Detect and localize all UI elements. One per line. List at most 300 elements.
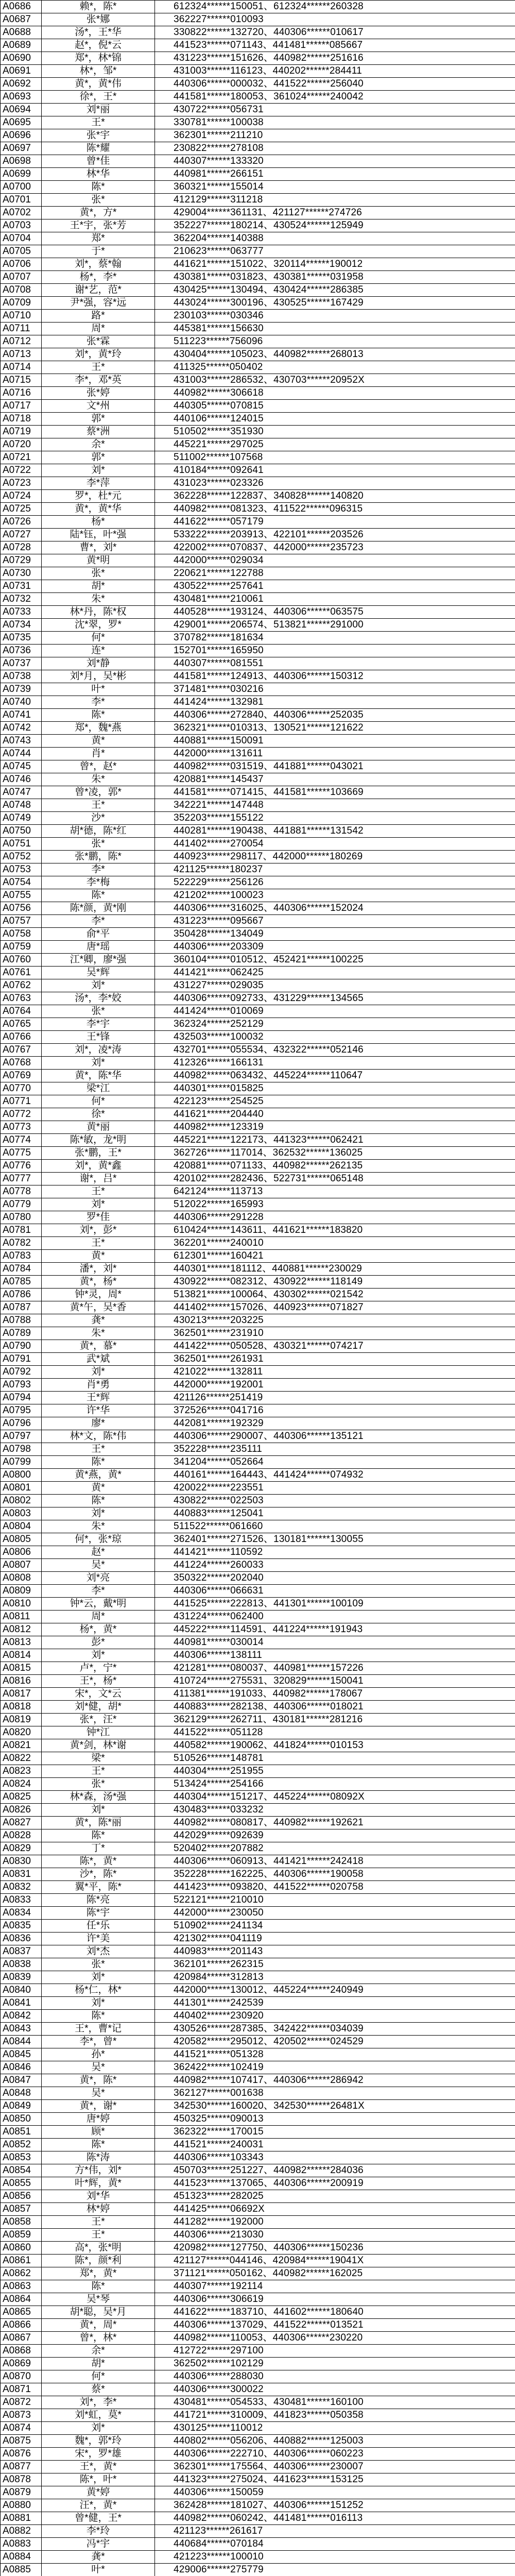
record-code-cell: A0885 — [1, 2564, 42, 2576]
table-row — [1, 799, 515, 812]
table-row — [1, 271, 515, 284]
table-row — [1, 2113, 515, 2126]
table-row — [1, 1817, 515, 1829]
table-row — [1, 2358, 515, 2370]
record-code-cell: A0780 — [1, 1211, 42, 1224]
applicant-name-cell: 曾*健，王* — [42, 2512, 155, 2525]
id-number-cell: 440306******000032、441522******256040 — [155, 78, 515, 91]
record-code-cell: A0822 — [1, 1752, 42, 1765]
id-number-cell: 421223******100010 — [155, 2551, 515, 2564]
id-number-cell: 420881******145437 — [155, 773, 515, 786]
table-row — [1, 1031, 515, 1044]
record-code-cell: A0781 — [1, 1224, 42, 1237]
applicant-name-cell: 郑*，黄* — [42, 2267, 155, 2280]
table-row — [1, 1353, 515, 1366]
id-number-cell: 362401******271526、130181******130055 — [155, 1533, 515, 1546]
id-number-cell: 440306******066631 — [155, 1585, 515, 1598]
record-code-cell: A0872 — [1, 2396, 42, 2409]
table-row — [1, 2396, 515, 2409]
applicant-name-cell: 刘* — [42, 979, 155, 992]
applicant-name-cell: 何* — [42, 2370, 155, 2383]
id-number-cell: 533222******203913、422101******203526 — [155, 529, 515, 541]
table-row — [1, 1701, 515, 1714]
record-code-cell: A0788 — [1, 1314, 42, 1327]
table-row — [1, 2332, 515, 2345]
record-code-cell: A0852 — [1, 2139, 42, 2151]
record-code-cell: A0797 — [1, 1430, 42, 1443]
id-number-cell: 510502******351930 — [155, 426, 515, 438]
record-code-cell: A0740 — [1, 696, 42, 709]
table-row — [1, 1134, 515, 1147]
table-row — [1, 1018, 515, 1031]
record-code-cell: A0826 — [1, 1804, 42, 1817]
table-row — [1, 503, 515, 516]
record-code-cell: A0840 — [1, 1984, 42, 1997]
applicant-name-cell: 郑*，魏*燕 — [42, 722, 155, 735]
applicant-name-cell: 黄*婷 — [42, 2486, 155, 2499]
table-row — [1, 2280, 515, 2293]
id-number-cell: 422002******070837、442000******235723 — [155, 541, 515, 554]
applicant-name-cell: 武*斌 — [42, 1353, 155, 1366]
applicant-name-cell: 朱* — [42, 593, 155, 606]
table-row — [1, 1804, 515, 1817]
table-row — [1, 735, 515, 748]
applicant-name-cell: 陈* — [42, 1495, 155, 1507]
id-number-cell: 440402******230920 — [155, 2010, 515, 2023]
id-number-cell: 230822******278108 — [155, 142, 515, 155]
table-row — [1, 374, 515, 387]
id-number-cell: 430213******203225 — [155, 1314, 515, 1327]
record-code-cell: A0867 — [1, 2332, 42, 2345]
table-row — [1, 2564, 515, 2576]
record-code-cell: A0735 — [1, 632, 42, 645]
id-number-cell: 522229******256126 — [155, 876, 515, 889]
record-code-cell: A0690 — [1, 52, 42, 65]
applicant-name-cell: 周* — [42, 323, 155, 335]
record-code-cell: A0719 — [1, 426, 42, 438]
applicant-name-cell: 陈* — [42, 2139, 155, 2151]
table-row — [1, 1469, 515, 1482]
applicant-name-cell: 林*文，陈*伟 — [42, 1430, 155, 1443]
id-number-cell: 371481******030216 — [155, 683, 515, 696]
table-row — [1, 1868, 515, 1881]
id-number-cell: 442000******029034 — [155, 554, 515, 567]
applicant-name-cell: 刘*华 — [42, 2190, 155, 2203]
applicant-name-cell: 黄*午，吴*香 — [42, 1301, 155, 1314]
table-row — [1, 1404, 515, 1417]
table-row — [1, 1611, 515, 1623]
record-code-cell: A0858 — [1, 2216, 42, 2229]
applicant-name-cell: 林*婷 — [42, 2203, 155, 2216]
record-code-cell: A0707 — [1, 271, 42, 284]
id-number-cell: 410184******092641 — [155, 464, 515, 477]
applicant-name-cell: 刘*健，胡* — [42, 1701, 155, 1714]
applicant-name-cell: 钟*江 — [42, 1726, 155, 1739]
record-code-cell: A0854 — [1, 2164, 42, 2177]
applicant-name-cell: 王*，黄* — [42, 2461, 155, 2473]
id-number-cell: 362127******001638 — [155, 2087, 515, 2100]
table-row — [1, 1726, 515, 1739]
applicant-name-cell: 张* — [42, 567, 155, 580]
record-code-cell: A0798 — [1, 1443, 42, 1456]
id-number-cell: 430381******031823、430381******031958 — [155, 271, 515, 284]
applicant-name-cell: 叶* — [42, 2564, 155, 2576]
table-row — [1, 709, 515, 722]
id-number-cell: 420022******223551 — [155, 1482, 515, 1495]
applicant-name-cell: 郭* — [42, 451, 155, 464]
record-code-cell: A0836 — [1, 1933, 42, 1945]
record-code-cell: A0743 — [1, 735, 42, 748]
record-code-cell: A0786 — [1, 1289, 42, 1301]
table-row — [1, 2048, 515, 2061]
applicant-name-cell: 刘* — [42, 1971, 155, 1984]
record-code-cell: A0856 — [1, 2190, 42, 2203]
table-row — [1, 863, 515, 876]
id-number-cell: 420881******071133、440982******262135 — [155, 1160, 515, 1173]
id-number-cell: 441301******242539 — [155, 1997, 515, 2010]
table-row — [1, 2100, 515, 2113]
table-row — [1, 619, 515, 632]
id-number-cell: 513424******254166 — [155, 1778, 515, 1791]
id-number-cell: 362204******140388 — [155, 232, 515, 245]
record-code-cell: A0791 — [1, 1353, 42, 1366]
id-number-cell: 441282******192000 — [155, 2216, 515, 2229]
id-number-cell: 430425******130494、430424******286385 — [155, 284, 515, 297]
table-row — [1, 2061, 515, 2074]
table-row — [1, 2422, 515, 2435]
applicant-name-cell: 刘*，黄*玲 — [42, 348, 155, 361]
table-row — [1, 1958, 515, 1971]
id-number-cell: 440306******291228 — [155, 1211, 515, 1224]
applicant-name-cell: 陈*，颜*利 — [42, 2255, 155, 2267]
record-code-cell: A0769 — [1, 1070, 42, 1082]
id-number-cell: 440307******192114 — [155, 2280, 515, 2293]
id-number-cell: 442000******130012、445224******240949 — [155, 1984, 515, 1997]
applicant-name-cell: 胡*聪，吴*月 — [42, 2306, 155, 2319]
record-code-cell: A0715 — [1, 374, 42, 387]
applicant-name-cell: 宋*，文*云 — [42, 1688, 155, 1701]
applicant-name-cell: 任*乐 — [42, 1920, 155, 1933]
table-row — [1, 2319, 515, 2332]
record-code-cell: A0739 — [1, 683, 42, 696]
table-row — [1, 104, 515, 116]
table-row — [1, 2126, 515, 2139]
table-row — [1, 992, 515, 1005]
id-number-cell: 440306******060913、441421******242418 — [155, 1855, 515, 1868]
id-number-cell: 410724******275531、320829******150041 — [155, 1675, 515, 1688]
table-row — [1, 748, 515, 760]
id-number-cell: 441581******180053、361024******240042 — [155, 91, 515, 104]
record-code-cell: A0868 — [1, 2345, 42, 2358]
applicant-name-cell: 刘*，凌*涛 — [42, 1044, 155, 1057]
record-code-cell: A0841 — [1, 1997, 42, 2010]
id-number-cell: 362301******175564、440306******230007 — [155, 2461, 515, 2473]
table-row — [1, 632, 515, 645]
record-code-cell: A0851 — [1, 2126, 42, 2139]
table-row — [1, 65, 515, 78]
table-row — [1, 1392, 515, 1404]
table-row — [1, 1108, 515, 1121]
id-number-cell: 510902******241134 — [155, 1920, 515, 1933]
id-number-cell: 441421******062425 — [155, 967, 515, 979]
applicant-name-cell: 林*华 — [42, 168, 155, 181]
table-row — [1, 52, 515, 65]
record-code-cell: A0774 — [1, 1134, 42, 1147]
applicant-name-cell: 陆*钰，叶*强 — [42, 529, 155, 541]
applicant-name-cell: 黄*，谢* — [42, 2100, 155, 2113]
table-row — [1, 1147, 515, 1160]
table-row — [1, 2461, 515, 2473]
table-row — [1, 696, 515, 709]
applicant-name-cell: 冯*宇 — [42, 2538, 155, 2551]
applicant-name-cell: 陈*耀 — [42, 142, 155, 155]
record-code-cell: A0750 — [1, 825, 42, 838]
table-row — [1, 1662, 515, 1675]
table-row — [1, 1598, 515, 1611]
applicant-name-cell: 李*宇 — [42, 1018, 155, 1031]
applicant-name-cell: 黄* — [42, 735, 155, 748]
applicant-name-cell: 何* — [42, 632, 155, 645]
record-code-cell: A0809 — [1, 1585, 42, 1598]
table-row — [1, 1185, 515, 1198]
table-row — [1, 1507, 515, 1520]
applicant-name-cell: 刘* — [42, 1507, 155, 1520]
record-code-cell: A0756 — [1, 902, 42, 915]
table-row — [1, 2435, 515, 2448]
table-row — [1, 1057, 515, 1070]
record-code-cell: A0742 — [1, 722, 42, 735]
record-code-cell: A0880 — [1, 2499, 42, 2512]
id-number-cell: 421125******180237 — [155, 863, 515, 876]
record-code-cell: A0711 — [1, 323, 42, 335]
id-number-cell: 440306******213030 — [155, 2229, 515, 2242]
table-row — [1, 1688, 515, 1701]
applicant-name-cell: 翼*平，陈* — [42, 1881, 155, 1894]
record-code-cell: A0787 — [1, 1301, 42, 1314]
id-number-cell: 362422******102419 — [155, 2061, 515, 2074]
record-code-cell: A0725 — [1, 503, 42, 516]
table-row — [1, 219, 515, 232]
table-row — [1, 1623, 515, 1636]
id-number-cell: 429006******275779 — [155, 2564, 515, 2576]
record-code-cell: A0874 — [1, 2422, 42, 2435]
record-code-cell: A0757 — [1, 915, 42, 928]
id-number-cell: 445381******156630 — [155, 323, 515, 335]
record-code-cell: A0712 — [1, 335, 42, 348]
applicant-name-cell: 王*，杨* — [42, 1675, 155, 1688]
record-code-cell: A0706 — [1, 258, 42, 271]
id-number-cell: 440981******266151 — [155, 168, 515, 181]
applicant-name-cell: 郑* — [42, 232, 155, 245]
applicant-name-cell: 赵*，倪*云 — [42, 39, 155, 52]
record-code-cell: A0812 — [1, 1623, 42, 1636]
table-row — [1, 851, 515, 863]
id-number-cell: 441224******260033 — [155, 1559, 515, 1572]
applicant-name-cell: 黄*，慕* — [42, 1340, 155, 1353]
table-row — [1, 773, 515, 786]
record-code-cell: A0763 — [1, 992, 42, 1005]
applicant-name-cell: 陈* — [42, 889, 155, 902]
id-number-cell: 440982******063432、445224******110647 — [155, 1070, 515, 1082]
applicant-name-cell: 刘* — [42, 1198, 155, 1211]
id-number-cell: 220621******122788 — [155, 567, 515, 580]
record-code-cell: A0764 — [1, 1005, 42, 1018]
id-number-cell: 440281******190438、441881******131542 — [155, 825, 515, 838]
table-row — [1, 1855, 515, 1868]
id-number-cell: 440306******290007、440306******135121 — [155, 1430, 515, 1443]
id-number-cell: 440301******015825 — [155, 1082, 515, 1095]
applicant-name-cell: 黄*，黄*华 — [42, 503, 155, 516]
record-code-cell: A0861 — [1, 2255, 42, 2267]
id-number-cell: 450325******090013 — [155, 2113, 515, 2126]
table-row — [1, 1791, 515, 1804]
record-code-cell: A0793 — [1, 1379, 42, 1392]
applicant-name-cell: 钟*灵，周* — [42, 1289, 155, 1301]
applicant-name-cell: 黄*燕，黄* — [42, 1469, 155, 1482]
applicant-name-cell: 蔡* — [42, 2383, 155, 2396]
applicant-name-cell: 黄*，陈*丽 — [42, 1817, 155, 1829]
applicant-name-cell: 叶*辉，黄* — [42, 2177, 155, 2190]
applicant-name-cell: 黄* — [42, 1250, 155, 1263]
applicant-name-cell: 陈*，黄* — [42, 1855, 155, 1868]
id-number-cell: 441622******057179 — [155, 516, 515, 529]
record-code-cell: A0799 — [1, 1456, 42, 1469]
id-number-cell: 441423******093820、441522******020758 — [155, 1881, 515, 1894]
id-number-cell: 352203******155122 — [155, 812, 515, 825]
record-code-cell: A0842 — [1, 2010, 42, 2023]
table-row — [1, 39, 515, 52]
record-code-cell: A0847 — [1, 2074, 42, 2087]
applicant-name-cell: 周* — [42, 1611, 155, 1623]
id-number-cell: 440982******110053、440306******230220 — [155, 2332, 515, 2345]
record-code-cell: A0762 — [1, 979, 42, 992]
applicant-name-cell: 朱* — [42, 1520, 155, 1533]
id-number-cell: 342221******147448 — [155, 799, 515, 812]
applicant-name-cell: 黄*明 — [42, 554, 155, 567]
applicant-name-cell: 沈*翠，罗* — [42, 619, 155, 632]
record-code-cell: A0775 — [1, 1147, 42, 1160]
table-row — [1, 2306, 515, 2319]
record-code-cell: A0825 — [1, 1791, 42, 1804]
table-row — [1, 2036, 515, 2048]
table-row — [1, 2409, 515, 2422]
record-code-cell: A0800 — [1, 1469, 42, 1482]
id-number-cell: 440306******137029、441522******013521 — [155, 2319, 515, 2332]
applicant-name-cell: 梁* — [42, 1752, 155, 1765]
id-number-cell: 421202******100023 — [155, 889, 515, 902]
record-code-cell: A0717 — [1, 400, 42, 413]
record-code-cell: A0824 — [1, 1778, 42, 1791]
id-number-cell: 350428******134049 — [155, 928, 515, 941]
applicant-name-cell: 李*，邓*英 — [42, 374, 155, 387]
table-row — [1, 426, 515, 438]
record-code-cell: A0831 — [1, 1868, 42, 1881]
table-row — [1, 967, 515, 979]
id-number-cell: 440301******181112、440881******230029 — [155, 1263, 515, 1276]
table-row — [1, 1881, 515, 1894]
applicant-name-cell: 陈* — [42, 709, 155, 722]
id-number-cell: 362501******231910 — [155, 1327, 515, 1340]
applicant-name-cell: 郑*，林*锦 — [42, 52, 155, 65]
record-code-cell: A0749 — [1, 812, 42, 825]
table-row — [1, 13, 515, 26]
record-code-cell: A0728 — [1, 541, 42, 554]
record-code-cell: A0837 — [1, 1945, 42, 1958]
table-row — [1, 606, 515, 619]
record-code-cell: A0765 — [1, 1018, 42, 1031]
record-code-cell: A0705 — [1, 245, 42, 258]
table-row — [1, 2486, 515, 2499]
id-number-cell: 362227******010093 — [155, 13, 515, 26]
record-code-cell: A0729 — [1, 554, 42, 567]
table-row — [1, 2255, 515, 2267]
id-number-cell: 352228******235111 — [155, 1443, 515, 1456]
applicant-name-cell: 李* — [42, 1585, 155, 1598]
applicant-name-cell: 陈*颜，黄*刚 — [42, 902, 155, 915]
applicant-name-cell: 宋*，罗*雄 — [42, 2448, 155, 2461]
record-code-cell: A0848 — [1, 2087, 42, 2100]
id-number-cell: 440106******124015 — [155, 413, 515, 426]
table-row — [1, 348, 515, 361]
table-row — [1, 1894, 515, 1907]
table-row — [1, 142, 515, 155]
record-code-cell: A0833 — [1, 1894, 42, 1907]
record-code-cell: A0777 — [1, 1173, 42, 1185]
id-number-cell: 362301******211210 — [155, 129, 515, 142]
record-code-cell: A0738 — [1, 670, 42, 683]
id-number-cell: 441402******270054 — [155, 838, 515, 851]
applicant-name-cell: 龚* — [42, 2551, 155, 2564]
id-number-cell: 440304******151217、445224******08092X — [155, 1791, 515, 1804]
id-number-cell: 440981******030014 — [155, 1636, 515, 1649]
table-row — [1, 2151, 515, 2164]
table-row — [1, 2203, 515, 2216]
id-number-cell: 362201******240010 — [155, 1237, 515, 1250]
applicant-name-cell: 吴*辉 — [42, 967, 155, 979]
record-code-cell: A0782 — [1, 1237, 42, 1250]
id-number-cell: 440306******222710、440306******060223 — [155, 2448, 515, 2461]
record-code-cell: A0864 — [1, 2293, 42, 2306]
table-row — [1, 2512, 515, 2525]
id-number-cell: 362324******252129 — [155, 1018, 515, 1031]
table-row — [1, 1456, 515, 1469]
table-row — [1, 1211, 515, 1224]
table-row — [1, 1546, 515, 1559]
table-row — [1, 1920, 515, 1933]
applicant-name-cell: 吴* — [42, 2087, 155, 2100]
id-number-cell: 610424******143611、441621******183820 — [155, 1224, 515, 1237]
applicant-name-cell: 李*萍 — [42, 477, 155, 490]
record-code-cell: A0857 — [1, 2203, 42, 2216]
table-row — [1, 1984, 515, 1997]
table-row — [1, 2448, 515, 2461]
table-row — [1, 297, 515, 310]
applicant-name-cell: 刘* — [42, 1649, 155, 1662]
record-code-cell: A0708 — [1, 284, 42, 297]
id-number-cell: 431224******062400 — [155, 1611, 515, 1623]
table-row — [1, 1778, 515, 1791]
applicant-name-cell: 文*州 — [42, 400, 155, 413]
record-code-cell: A0713 — [1, 348, 42, 361]
applicant-name-cell: 李* — [42, 696, 155, 709]
record-code-cell: A0704 — [1, 232, 42, 245]
record-code-cell: A0839 — [1, 1971, 42, 1984]
record-code-cell: A0692 — [1, 78, 42, 91]
applicant-name-cell: 张*霖 — [42, 335, 155, 348]
applicant-name-cell: 黄*，黄*伟 — [42, 78, 155, 91]
id-number-cell: 350322******202040 — [155, 1572, 515, 1585]
applicant-name-cell: 王*，曹*记 — [42, 2023, 155, 2036]
